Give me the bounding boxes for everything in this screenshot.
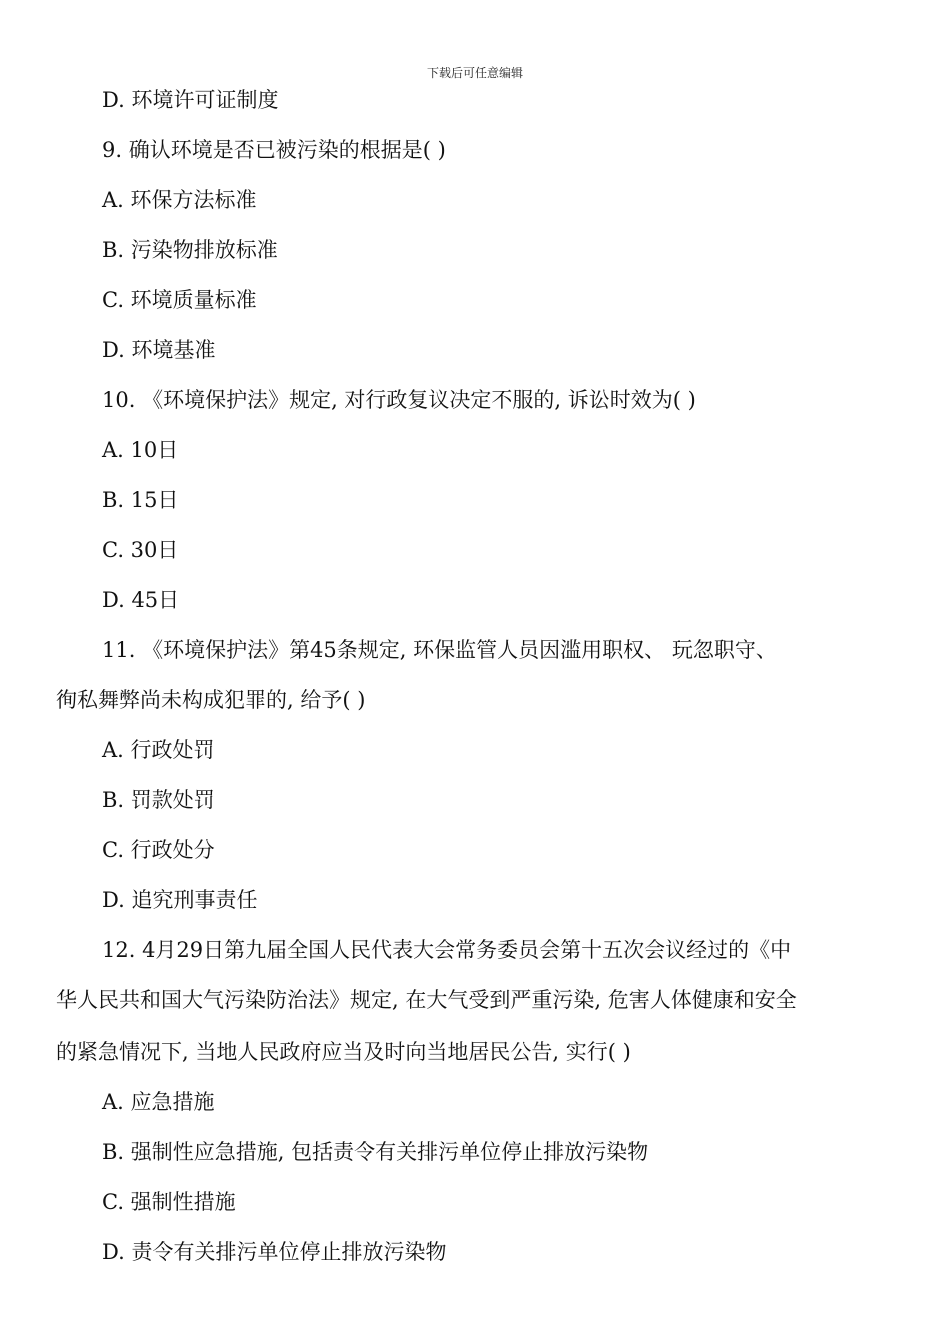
q9-option-a: A. 环保方法标准 — [102, 188, 257, 212]
q11-option-c: C. 行政处分 — [102, 838, 215, 862]
q12-option-b: B. 强制性应急措施, 包括责令有关排污单位停止排放污染物 — [102, 1140, 649, 1164]
q9-option-b: B. 污染物排放标准 — [102, 238, 278, 262]
q10-option-c: C. 30日 — [102, 538, 179, 562]
question-12: 12. 4月29日第九届全国人民代表大会常务委员会第十五次会议经过的《中 — [102, 938, 792, 962]
question-11-continued: 徇私舞弊尚未构成犯罪的, 给予( ) — [56, 688, 366, 712]
q12-option-c: C. 强制性措施 — [102, 1190, 236, 1214]
q11-option-d: D. 追究刑事责任 — [102, 888, 258, 912]
q11-option-a: A. 行政处罚 — [102, 738, 215, 762]
q12-option-d: D. 责令有关排污单位停止排放污染物 — [102, 1240, 447, 1264]
question-12-continued-1: 华人民共和国大气污染防治法》规定, 在大气受到严重污染, 危害人体健康和安全 — [56, 988, 797, 1012]
question-10: 10. 《环境保护法》规定, 对行政复议决定不服的, 诉讼时效为( ) — [102, 388, 696, 412]
q11-option-b: B. 罚款处罚 — [102, 788, 215, 812]
q9-option-d: D. 环境基准 — [102, 338, 216, 362]
q12-option-a: A. 应急措施 — [102, 1090, 215, 1114]
q10-option-a: A. 10日 — [102, 438, 179, 462]
q9-option-c: C. 环境质量标准 — [102, 288, 257, 312]
page-header-note: 下载后可任意编辑 — [426, 66, 523, 80]
q10-option-b: B. 15日 — [102, 488, 179, 512]
q10-option-d: D. 45日 — [102, 588, 180, 612]
question-9: 9. 确认环境是否已被污染的根据是( ) — [102, 138, 446, 162]
q8-option-d: D. 环境许可证制度 — [102, 88, 279, 112]
question-11: 11. 《环境保护法》第45条规定, 环保监管人员因滥用职权、 玩忽职守、 — [102, 638, 777, 662]
question-12-continued-2: 的紧急情况下, 当地人民政府应当及时向当地居民公告, 实行( ) — [56, 1040, 631, 1064]
